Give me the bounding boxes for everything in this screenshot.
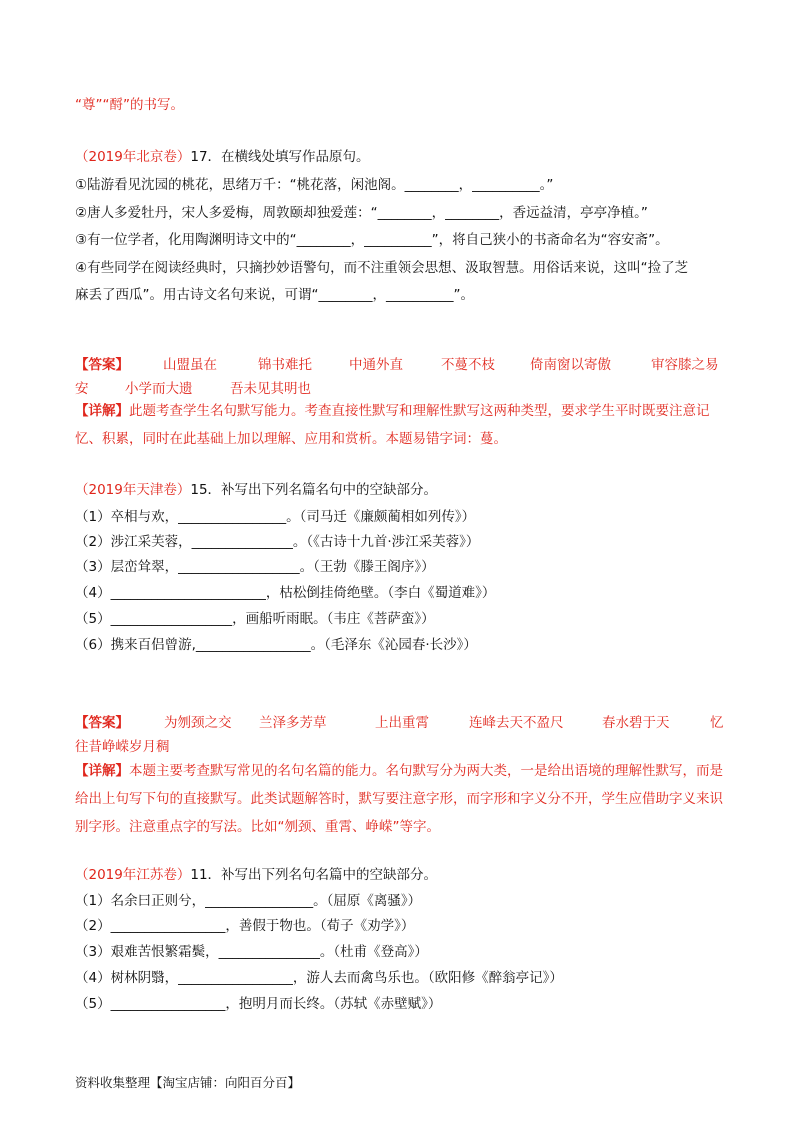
tianjin-question-header xyxy=(75,481,437,499)
jiangsu-item-4: （4）树林阴翳，_________________，游人去而禽鸟乐也。（欧阳修《醉翁亭记》） xyxy=(75,970,563,986)
answer2-item: 上出重霄 xyxy=(375,715,429,731)
beijing-item-4: ④有些同学在阅读经典时，只摘抄妙语警句，而不注重领会思想、汲取智慧。用俗话来说，这叫“捡了芝 xyxy=(75,260,689,276)
jiangsu-item-2: （2）_________________，善假于物也。（荀子《劝学》） xyxy=(75,918,415,934)
beijing-question-header xyxy=(75,148,370,166)
answer2-item: 为刎颈之交 xyxy=(164,715,232,731)
tianjin-item-2: （2）涉江采芙蓉，_______________。（《古诗十九首·涉江采芙蓉》） xyxy=(75,534,480,550)
answer2-detail-text: 本题主要考查默写常见的名句名篇的能力。名句默写分为两大类，一是给出语境的理解性默写，而是给出上句写下句的直接默写。此类试题解答时，默写要注意字形，而字形和字义分不开，学生应借助字义来识别字形。注意重点字的写法。比如“刎颈、重霄、峥嵘”等字。 xyxy=(75,763,723,835)
answer2-detail-label: 【详解】 xyxy=(75,763,129,779)
answer2-item: 春水碧于天 xyxy=(602,715,670,731)
answer1-item: 倚南窗以寄傲 xyxy=(530,357,611,373)
answer2-detail xyxy=(75,757,725,841)
beijing-item-4-cont: 麻丢了西瓜”。用古诗文名句来说，可谓“________，__________”。 xyxy=(75,287,474,303)
answer2-item: 忆 xyxy=(710,715,724,731)
tianjin-item-4: （4）_______________________，枯松倒挂倚绝壁。（李白《蜀道难》） xyxy=(75,585,496,601)
tianjin-item-6: （6）携来百侣曾游,_________________。（毛泽东《沁园春·长沙》） xyxy=(75,637,477,653)
answer1-item: 不蔓不枝 xyxy=(441,357,495,373)
beijing-item-2: ②唐人多爱牡丹，宋人多爱梅，周敦颐却独爱莲：“________，________，香远益清，亭亭净植。” xyxy=(75,205,648,221)
answer1-item: 山盟虽在 xyxy=(163,357,217,373)
top-line: “尊”“酹”的书写。 xyxy=(75,97,184,113)
answer1-item: 审容膝之易 xyxy=(651,357,719,373)
beijing-source: （2019年北京卷） xyxy=(75,149,191,165)
jiangsu-item-1: （1）名余曰正则兮，________________。（屈原《离骚》） xyxy=(75,893,422,909)
beijing-item-1: ①陆游看见沈园的桃花，思绪万千：“桃花落，闲池阁。________，__________。” xyxy=(75,177,554,193)
jiangsu-source: （2019年江苏卷） xyxy=(75,867,191,883)
answer2-item: 兰泽多芳草 xyxy=(259,715,327,731)
beijing-question: 17．在横线处填写作品原句。 xyxy=(190,149,370,165)
jiangsu-item-3: （3）艰难苦恨繁霜鬓，_______________。（杜甫《登高》） xyxy=(75,944,428,960)
jiangsu-question: 11．补写出下列名句名篇中的空缺部分。 xyxy=(190,867,438,883)
jiangsu-item-5: （5）_________________，抱明月而长终。（苏轼《赤壁赋》） xyxy=(75,996,442,1012)
answer1-item: 小学而大遗 xyxy=(125,381,193,397)
answer1-item: 吾未见其明也 xyxy=(230,381,311,397)
jiangsu-question-header xyxy=(75,866,437,884)
answer1-item: 安 xyxy=(75,381,89,397)
answer1-item: 锦书难托 xyxy=(258,357,312,373)
answer1-detail xyxy=(75,397,725,453)
answer1-item: 中通外直 xyxy=(349,357,403,373)
answer2-label: 【答案】 xyxy=(75,715,129,731)
tianjin-source: （2019年天津卷） xyxy=(75,482,191,498)
answer1-detail-label: 【详解】 xyxy=(75,403,129,419)
footer-text: 资料收集整理【淘宝店铺：向阳百分百】 xyxy=(75,1075,301,1090)
tianjin-item-5: （5）__________________，画船听雨眠。（韦庄《菩萨蛮》） xyxy=(75,611,435,627)
tianjin-question: 15．补写出下列名篇名句中的空缺部分。 xyxy=(190,482,438,498)
answer2-item: 往昔峥嵘岁月稠 xyxy=(75,739,170,755)
tianjin-item-3: （3）层峦耸翠，__________________。（王勃《滕王阁序》） xyxy=(75,559,435,575)
tianjin-item-1: （1）卒相与欢，________________。（司马迁《廉颇蔺相如列传》） xyxy=(75,509,476,525)
answer1-detail-text: 此题考查学生名句默写能力。考查直接性默写和理解性默写这两种类型，要求学生平时既要注意记忆、积累，同时在此基础上加以理解、应用和赏析。本题易错字词：蔓。 xyxy=(75,403,710,447)
answer2-item: 连峰去天不盈尺 xyxy=(469,715,564,731)
beijing-item-3: ③有一位学者，化用陶渊明诗文中的“________，__________”，将自己狭小的书斋命名为“容安斋”。 xyxy=(75,232,669,248)
answer1-label: 【答案】 xyxy=(75,357,129,373)
